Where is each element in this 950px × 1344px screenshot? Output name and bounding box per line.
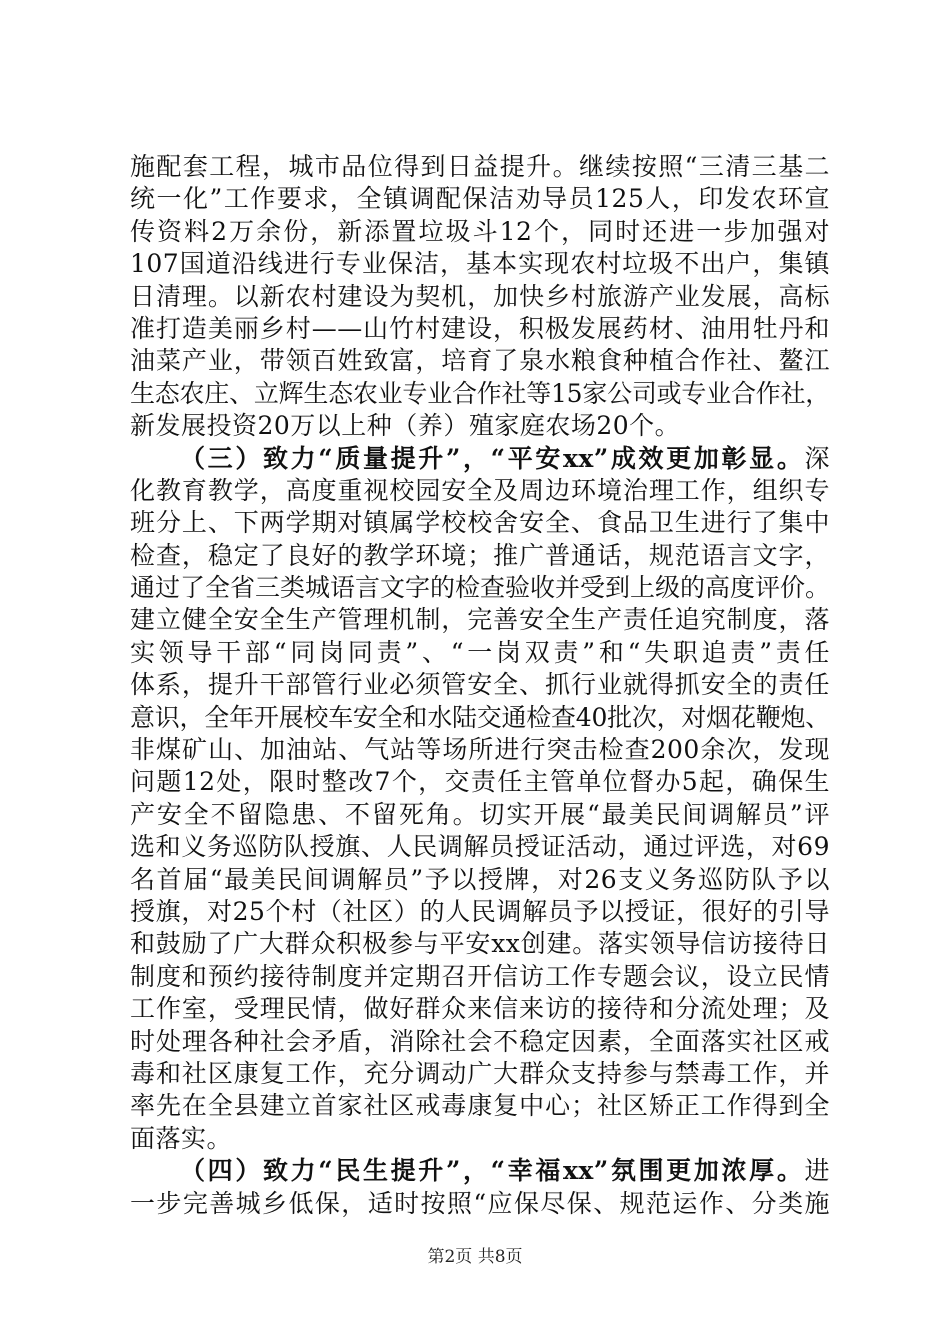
- text-line: 名首届“最美民间调解员”予以授牌，对26支义务巡防队予以: [130, 864, 830, 894]
- text-line: 建立健全安全生产管理机制，完善安全生产责任追究制度，落: [130, 605, 830, 635]
- text-line: 日清理。以新农村建设为契机，加快乡村旅游产业发展，高标: [130, 281, 830, 311]
- text-line: 实领导干部“同岗同责”、“一岗双责”和“失职追责”责任: [130, 637, 830, 667]
- page-footer: 第2页 共8页: [427, 1247, 523, 1267]
- text-line: 和鼓励了广大群众积极参与平安xx创建。落实领导信访接待日: [130, 929, 830, 959]
- text-line: 生态农庄、立辉生态农业专业合作社等15家公司或专业合作社，: [130, 378, 830, 408]
- text-line: 毒和社区康复工作，充分调动广大群众支持参与禁毒工作，并: [130, 1058, 830, 1088]
- section-3-first-line: [130, 443, 830, 475]
- text-line: 问题12处，限时整改7个，交责任主管单位督办5起，确保生: [130, 767, 830, 797]
- text-line: 非煤矿山、加油站、气站等场所进行突击检查200余次，发现: [130, 735, 830, 765]
- text-line: 工作室，受理民情，做好群众来信来访的接待和分流处理；及: [130, 994, 830, 1024]
- text-line: 班分上、下两学期对镇属学校校舍安全、食品卫生进行了集中: [130, 508, 830, 538]
- section-3-first-tail: 深: [804, 443, 830, 473]
- text-line: 意识，全年开展校车安全和水陆交通检查40批次，对烟花鞭炮、: [130, 702, 830, 732]
- body-text: [130, 151, 830, 1220]
- text-line: 面落实。: [130, 1123, 233, 1153]
- section-4-first-line: [130, 1155, 830, 1187]
- text-line: 一步完善城乡低保，适时按照“应保尽保、规范运作、分类施: [130, 1188, 830, 1218]
- text-line: 107国道沿线进行专业保洁，基本实现农村垃圾不出户，集镇: [130, 249, 830, 279]
- text-line: 授旗，对25个村（社区）的人民调解员予以授证，很好的引导: [130, 896, 830, 926]
- section-3-heading: （三）致力“质量提升”，“平安xx”成效更加彰显。: [180, 443, 805, 473]
- text-line: 制度和预约接待制度并定期召开信访工作专题会议，设立民情: [130, 961, 830, 991]
- text-line: 通过了全省三类城语言文字的检查验收并受到上级的高度评价。: [130, 573, 831, 603]
- text-line: 统一化”工作要求，全镇调配保洁劝导员125人，印发农环宣: [130, 184, 830, 214]
- text-line: 化教育教学，高度重视校园安全及周边环境治理工作，组织专: [130, 475, 830, 505]
- text-line: 产安全不留隐患、不留死角。切实开展“最美民间调解员”评: [130, 799, 830, 829]
- text-line: 率先在全县建立首家社区戒毒康复中心；社区矫正工作得到全: [130, 1091, 830, 1121]
- text-line: 时处理各种社会矛盾，消除社会不稳定因素，全面落实社区戒: [130, 1026, 830, 1056]
- section-4-heading: （四）致力“民生提升”，“幸福xx”氛围更加浓厚。: [180, 1156, 805, 1186]
- text-line: 检查，稳定了良好的教学环境；推广普通话，规范语言文字，: [130, 540, 830, 570]
- text-line: 传资料2万余份，新添置垃圾斗12个，同时还进一步加强对: [130, 216, 830, 246]
- text-line: 新发展投资20万以上种（养）殖家庭农场20个。: [130, 411, 681, 441]
- section-4-first-tail: 进: [804, 1156, 830, 1186]
- text-line: 施配套工程，城市品位得到日益提升。继续按照“三清三基二: [130, 152, 830, 181]
- text-line: 油菜产业，带领百姓致富，培育了泉水粮食种植合作社、鳌江: [130, 346, 830, 376]
- text-line: 体系，提升干部管行业必须管安全、抓行业就得抓安全的责任: [130, 670, 830, 700]
- text-line: 准打造美丽乡村——山竹村建设，积极发展药材、油用牡丹和: [130, 313, 830, 343]
- text-line: 选和义务巡防队授旗、人民调解员授证活动，通过评选，对69: [130, 832, 830, 862]
